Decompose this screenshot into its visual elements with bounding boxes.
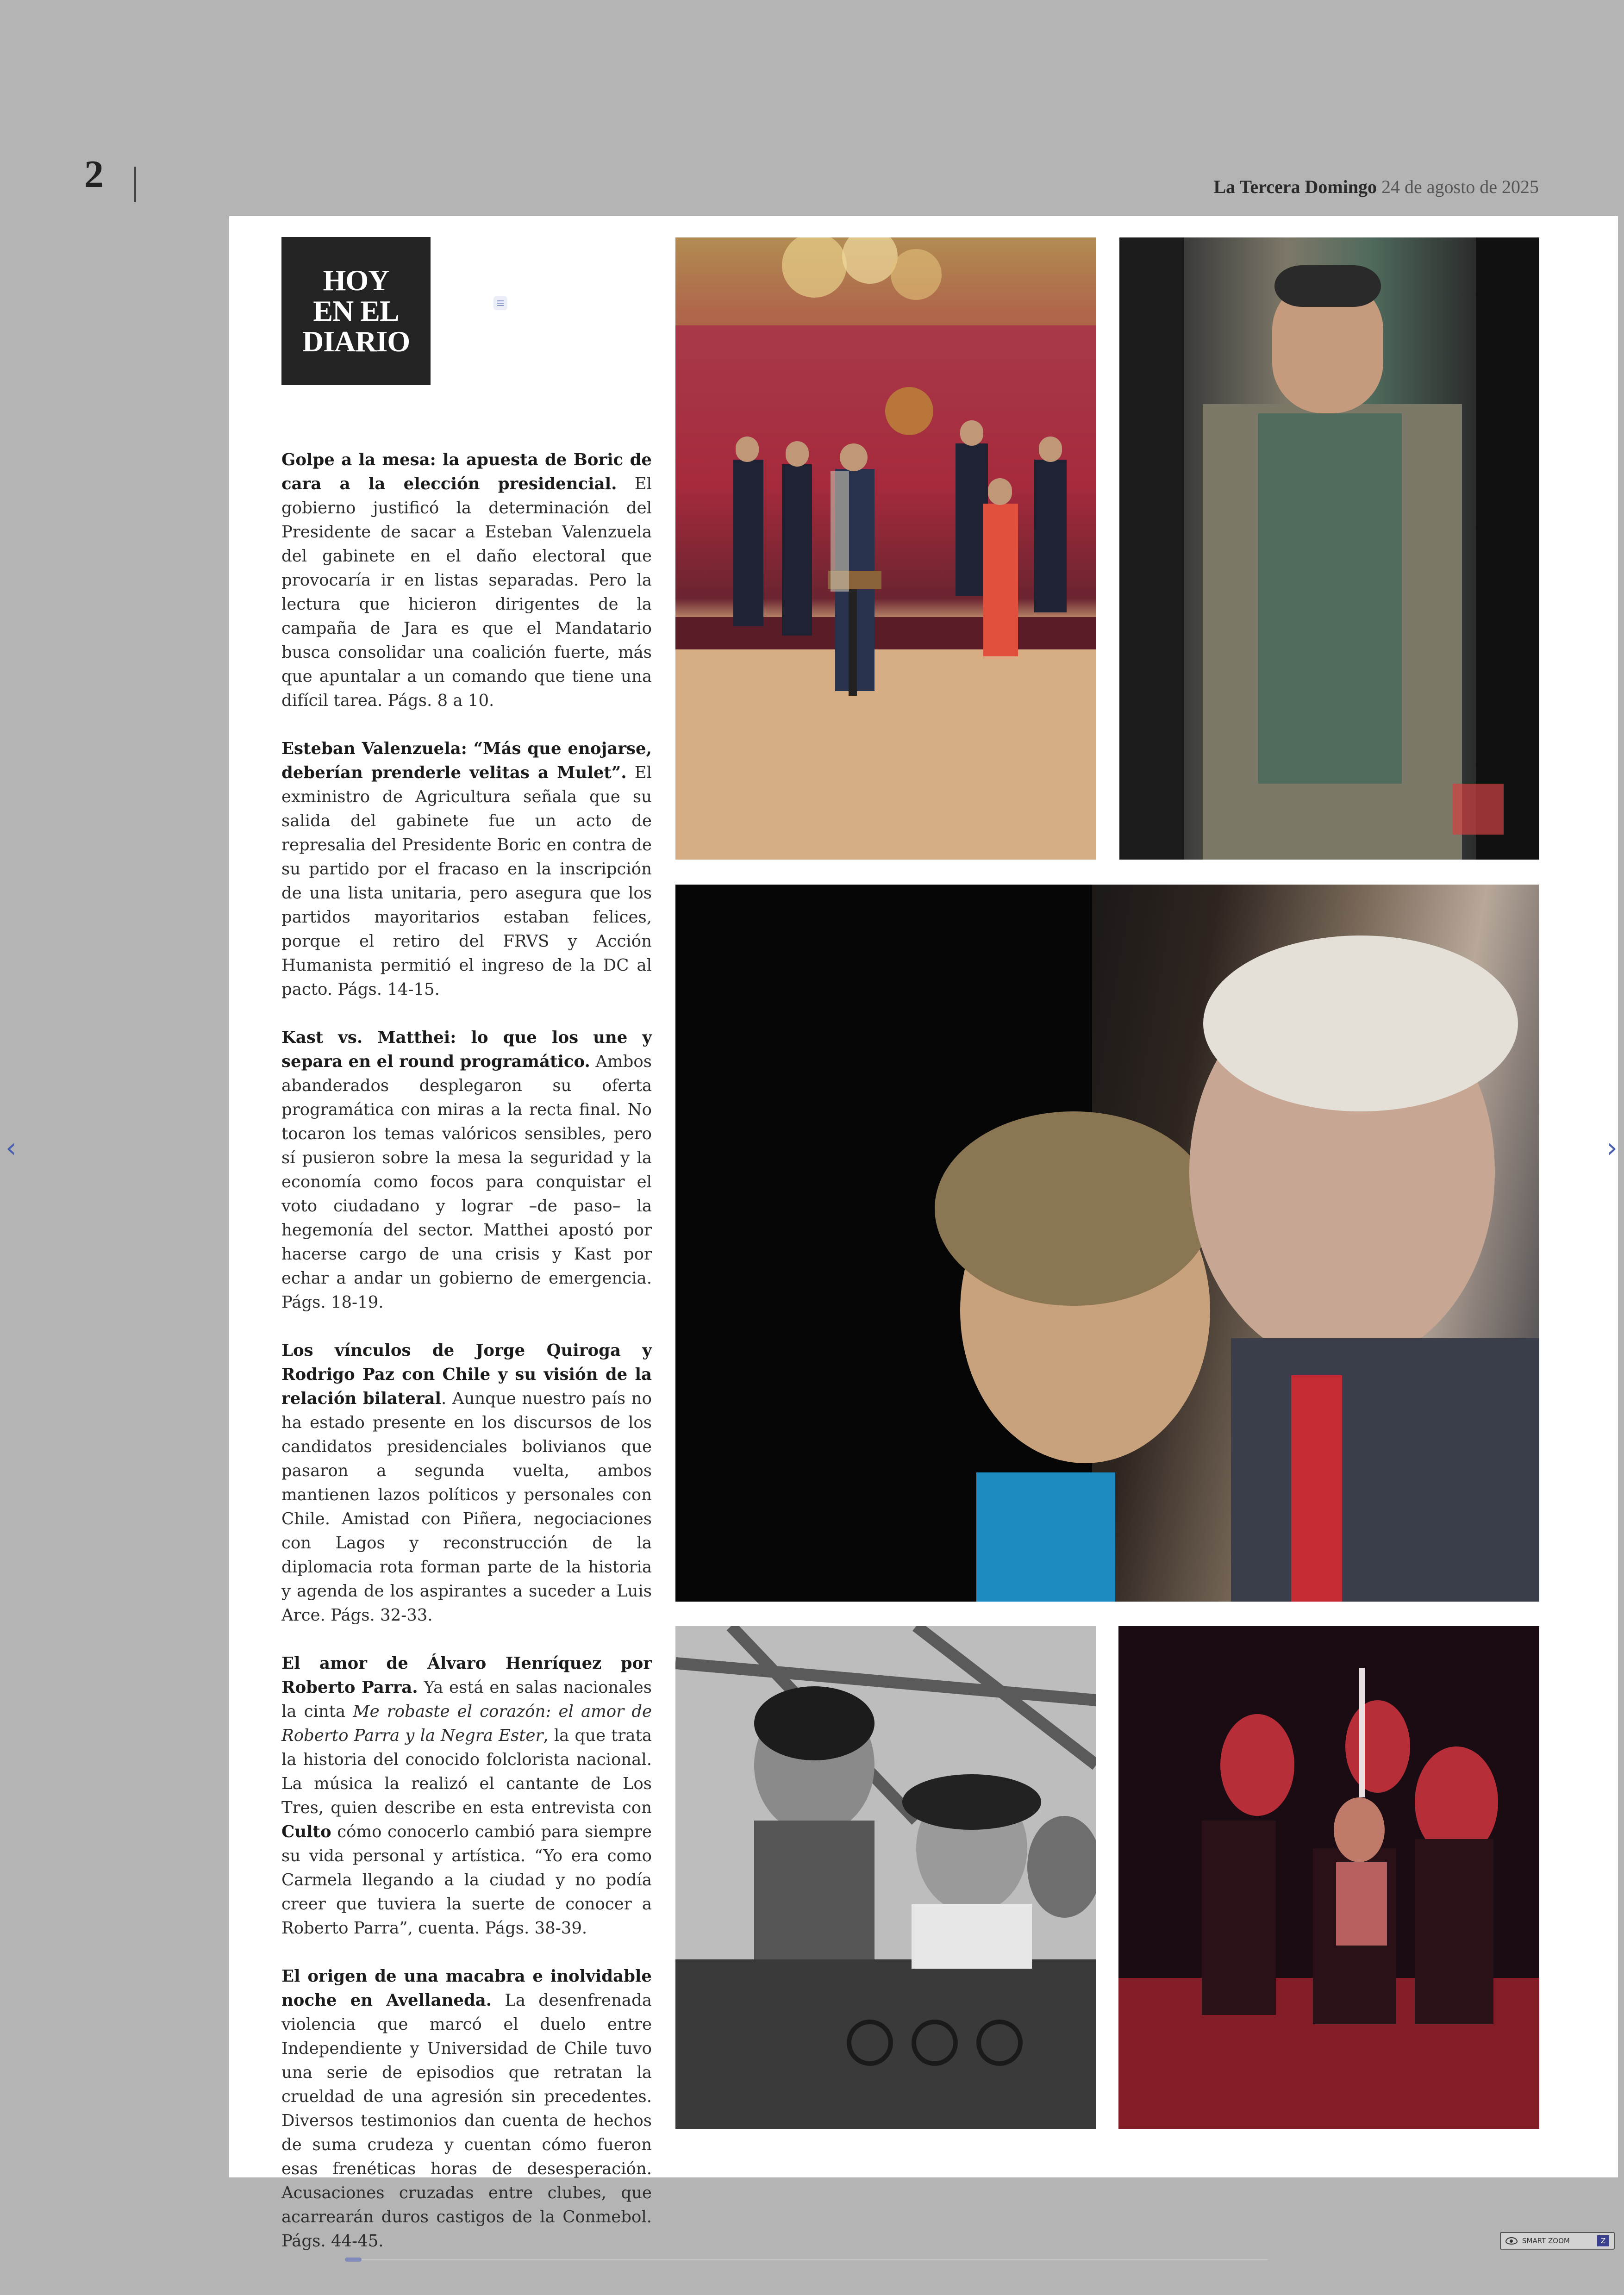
press-conference-illustration: [675, 237, 1096, 860]
article-summary[interactable]: [281, 1964, 652, 2253]
article-body: cómo conocerlo cambió para siempre su vida personal y artística. “Yo era como Carmela llegando a la ciudad y no podía creer que tuviera la suerte de conocer a Roberto Parra”, cuenta. Págs. 38-39.: [281, 1822, 652, 1938]
article-headline: Golpe a la mesa: la apuesta de Boric de cara a la elección presidencial.: [281, 450, 652, 493]
eye-icon: [1505, 2237, 1518, 2245]
article-summary[interactable]: [281, 1026, 652, 1315]
article-list: [281, 448, 652, 2277]
page-scroll-thumb[interactable]: [345, 2258, 362, 2262]
photo-valenzuela[interactable]: [1119, 237, 1539, 860]
candidates-illustration: [675, 885, 1539, 1602]
article-body: La desenfrenada violencia que marcó el duelo entre Independiente y Universidad de Chile tuvo una serie de episodios que retratan la crueldad de una agresión sin precedentes. Diversos testimonios dan cuenta de hechos de suma crudeza y cuentan cómo fueron esas frenéticas horas de desesperación. Acusaciones cruzadas entre clubes, que acarrearán duros castigos de la Conmebol. Págs. 44-45.: [281, 1991, 652, 2251]
page-number: 2: [84, 153, 104, 196]
section-name: Culto: [281, 1822, 331, 1841]
photo-parra-archive[interactable]: [675, 1626, 1096, 2129]
issue-date: 24 de agosto de 2025: [1381, 176, 1539, 197]
smart-zoom-label: SMART ZOOM: [1522, 2237, 1570, 2245]
text-view-icon[interactable]: [493, 296, 507, 310]
masthead: [1213, 176, 1539, 198]
article-body: El exministro de Agricultura señala que su salida del gabinete fue un acto de represalia del Presidente Boric en contra de su partido por el fracaso en la inscripción de una lista unitaria, pero asegura que los partidos mayoritarios estaban felices, porque el retiro del FRVS y Acción Humanista permitió el ingreso de la DC al pacto. Págs. 14-15.: [281, 763, 652, 999]
smart-zoom-button[interactable]: [1500, 2232, 1615, 2250]
article-headline: Esteban Valenzuela: “Más que enojarse, deberían prenderle velitas a Mulet”.: [281, 739, 652, 782]
stadium-illustration: [1118, 1626, 1539, 2129]
archive-photo-illustration: [675, 1626, 1096, 2129]
article-body: , la que trata la historia del conocido folclorista nacional. La música la realizó el cantante de Los Tres, quien describe en esta entrevista con: [281, 1726, 652, 1817]
page-scroll-track[interactable]: [345, 2259, 1268, 2260]
article-headline: El amor de Álvaro Henríquez por Roberto Parra.: [281, 1654, 652, 1697]
article-summary[interactable]: [281, 448, 652, 713]
article-headline: Los vínculos de Jorge Quiroga y Rodrigo Paz con Chile y su visión de la relación bilateral: [281, 1341, 652, 1408]
photo-avellaneda-stands[interactable]: [1118, 1626, 1539, 2129]
article-body: . Aunque nuestro país no ha estado presente en los discursos de los candidatos presidenciales bolivianos que pasaron a segunda vuelta, ambos mantienen lazos políticos y personales con Chile. Amistad con Piñera, negociaciones con Lagos y reconstrucción de la diplomacia rota forman parte de la historia y agenda de los aspirantes a suceder a Luis Arce. Págs. 32-33.: [281, 1389, 652, 1625]
chevron-right-icon[interactable]: ›: [1606, 1132, 1618, 1164]
badge-line-2: EN EL: [313, 294, 399, 327]
portrait-illustration: [1119, 237, 1539, 860]
article-body: El gobierno justificó la determinación del Presidente de sacar a Esteban Valenzuela del gabinete en el daño electoral que provocaría ir en listas separadas. Pero la lectura que hicieron dirigentes de la campaña de Jara es que el Mandatario busca consolidar una coalición fuerte, más que apuntalar a un comando que tiene una difícil tarea. Págs. 8 a 10.: [281, 474, 652, 710]
film-title: Me robaste el corazón: el amor de Roberto Parra y la Negra Ester: [281, 1702, 652, 1745]
keyboard-shortcut-badge: Z: [1597, 2235, 1609, 2246]
article-headline: Kast vs. Matthei: lo que los une y separa en el round programático.: [281, 1028, 652, 1071]
article-headline: El origen de una macabra e inolvidable noche en Avellaneda.: [281, 1967, 652, 2010]
chevron-left-icon[interactable]: ‹: [6, 1132, 17, 1164]
article-body: Ambos abanderados desplegaron su oferta programática con miras a la recta final. No tocaron los temas valóricos sensibles, pero sí pusieron sobre la mesa la seguridad y la economía como focos para conquistar el voto ciudadano y lograr –de paso– la hegemonía del sector. Matthei apostó por hacerse cargo de una crisis y Kast por echar a andar un gobierno de emergencia. Págs. 18-19.: [281, 1052, 652, 1312]
page-number-rule: [134, 167, 136, 202]
publication-name: La Tercera Domingo: [1213, 176, 1377, 197]
article-body: Ya está en salas nacionales la cinta: [281, 1678, 652, 1721]
article-summary[interactable]: [281, 737, 652, 1002]
badge-line-1: HOY: [323, 264, 389, 297]
photo-press-conference[interactable]: [675, 237, 1096, 860]
photo-matthei-kast[interactable]: [675, 885, 1539, 1602]
article-summary[interactable]: [281, 1339, 652, 1628]
article-summary[interactable]: [281, 1652, 652, 1940]
section-badge: [281, 237, 431, 385]
badge-line-3: DIARIO: [302, 325, 410, 358]
